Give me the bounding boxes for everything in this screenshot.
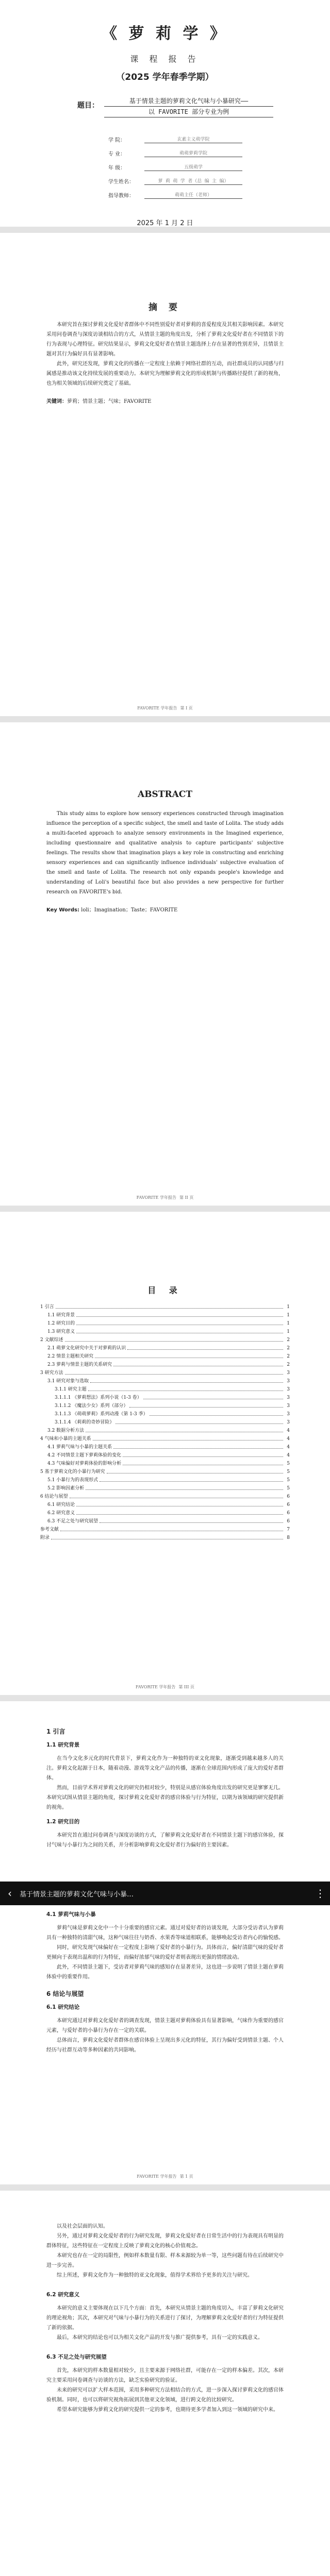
info-row [108, 174, 242, 185]
cover-date: 2025 年 1 月 2 日 [137, 219, 193, 227]
toc-dots [76, 1509, 283, 1515]
toc-item-title: 1.1 研究背景 [47, 1313, 75, 1318]
toc-item[interactable] [40, 1427, 290, 1435]
toc-item-title: 5 基于萝莉文化的小暴行为研究 [40, 1469, 105, 1475]
toc-item-title: 6 结论与展望 [40, 1494, 68, 1499]
toc-item-title: 6.1 研究结论 [47, 1502, 75, 1507]
toc-item-title: 1.2 研究目的 [47, 1321, 75, 1326]
info-row [108, 160, 242, 171]
toc-item[interactable] [40, 1476, 290, 1484]
toc-item-page: 1 [287, 1304, 290, 1310]
body-para: 另外，通过对萝莉文化爱好者的行为研究发现，萝莉文化爱好者在日常生活中的行为表现具有明显的群体特征，这些特征在一定程度上反映了萝莉文化的核心价值观念。 [46, 2233, 284, 2249]
toc-item-title: 2.1 萌萝文化研究中关于对萝莉的认识 [47, 1346, 126, 1351]
toc-item-page: 3 [287, 1412, 290, 1417]
abstract-cn-para: 此外，研究还发现，萝莉文化的传播在一定程度上依赖于网络社群的互动，而社群成员的认同感与归属感是推动该文化持续发展的重要动力。本研究为理解萝莉文化的形成机制与传播路径提供了新的视角，也为相关领域的后续研究奠定了基础。 [46, 361, 284, 386]
toc-item-title: 参考文献 [40, 1527, 59, 1532]
toc-item-page: 3 [287, 1370, 290, 1376]
info-row [108, 146, 242, 157]
toc-item-title: 3.1.1 研究主题 [55, 1387, 87, 1392]
topic-line-2: 以 FAVORITE 部分专业为例 [148, 108, 229, 115]
info-value: 萝 莉 萌 学 者（总 编 主 编） [144, 177, 242, 185]
toc-dots [76, 1501, 283, 1506]
toc-item-page: 4 [287, 1436, 290, 1442]
toc-dots [113, 1443, 283, 1449]
footer-right: 第 I 页 [180, 706, 193, 710]
toc-list [40, 1303, 290, 1542]
toc-item[interactable] [40, 1517, 290, 1526]
info-label: 学生姓名： [108, 179, 134, 185]
abstract-en-page [0, 722, 330, 1206]
toc-item-title: 5.2 影响因素分析 [47, 1486, 85, 1491]
toc-item-page: 5 [287, 1469, 290, 1475]
toc-item-page: 5 [287, 1486, 290, 1491]
toc-item[interactable] [40, 1303, 290, 1311]
body-para: 本研究通过对萝莉文化爱好者的调查发现，情景主题对萝莉体验具有显著影响，气味作为重要的感官元素，与爱好者的小暴行为存在一定的关联。 [46, 2018, 284, 2033]
subsection-heading: 4.1 萝莉气味与小暴 [46, 1911, 96, 1918]
toc-dots [76, 1319, 283, 1325]
toc-item-title: 4.1 萝莉气味与小暴的主题关系 [47, 1445, 112, 1450]
toc-item-page: 5 [287, 1478, 290, 1483]
page-footer [0, 705, 330, 711]
toc-dots [88, 1385, 283, 1391]
toc-item-page: 4 [287, 1453, 290, 1458]
toc-item-title: 3.2 数据分析方法 [47, 1428, 85, 1433]
toc-item-page: 2 [287, 1354, 290, 1359]
toc-item[interactable] [40, 1328, 290, 1336]
toc-dots [51, 1534, 283, 1539]
info-row [108, 188, 242, 199]
toc-item[interactable] [40, 1460, 290, 1468]
toc-item[interactable] [40, 1336, 290, 1344]
cover-term: （2025 学年春季学期） [116, 72, 214, 82]
toc-item-title: 4 气味和小暴的主题关系 [40, 1436, 91, 1442]
page-footer [0, 1684, 330, 1690]
topic-block [77, 96, 273, 117]
body-para: 本研究旨在通过问卷调查与深度访谈的方式，了解萝莉文化爱好者在不同情景主题下的感官体验，探讨气味与小暴行为之间的关系，并分析影响萝莉文化爱好者行为偏好的主要因素。 [46, 1833, 284, 1848]
toc-item-title: 6.3 不足之处与研究展望 [47, 1519, 98, 1524]
toc-item-page: 3 [287, 1403, 290, 1409]
toc-item-title: 1.3 研究意义 [47, 1329, 75, 1334]
toc-item-title: 4.2 不同情景主题下萝莉体验的变化 [47, 1453, 122, 1458]
toc-dots [60, 1526, 283, 1531]
footer-right: 第 III 页 [178, 1685, 194, 1689]
toc-dots [86, 1484, 283, 1490]
body-para: 本研究的意义主要体现在以下几个方面：首先，本研究从情景主题的角度切入，丰富了萝莉文化研究的理论视角；其次，本研究对气味与小暴行为的关系进行了探讨，为理解萝莉文化爱好者的行为特征提供了新的依据。 [46, 2306, 284, 2331]
toc-item-page: 2 [287, 1362, 290, 1367]
body-para: 以及社会层面的认知。 [57, 2224, 108, 2229]
toc-item-title: 6.2 研究意义 [47, 1511, 75, 1516]
toc-item-title: 1 引言 [40, 1304, 54, 1310]
toc-item[interactable] [40, 1435, 290, 1443]
toc-item[interactable] [40, 1493, 290, 1501]
keywords-value: loli；Imagination；Taste；FAVORITE [81, 907, 178, 913]
abstract-en-keywords [46, 905, 284, 913]
abstract-en-heading: ABSTRACT [138, 789, 192, 800]
toc-dots [93, 1435, 283, 1440]
abstract-cn-keywords [46, 397, 284, 404]
toc-dots [65, 1369, 283, 1375]
toc-item-page: 3 [287, 1420, 290, 1425]
keywords-value: 萝莉；情景主题；气味；FAVORITE [67, 399, 152, 404]
info-label: 年 级： [108, 165, 126, 171]
body-para: 总体而言，萝莉文化爱好者群体在感官体验上呈现出多元化的特征，其行为偏好受到情景主题、个人经历与社群互动等多种因素的共同影响。 [46, 2038, 284, 2053]
subsection-heading: 1.2 研究目的 [46, 1819, 80, 1825]
toc-item-title: 3 研究方法 [40, 1370, 63, 1376]
body-para: 希望本研究能够为萝莉文化的研究提供一定的参考，也期待更多学者加入到这一领域的研究中来。 [57, 2407, 278, 2413]
toc-item[interactable] [40, 1311, 290, 1319]
toc-item-title: 5.1 小暴行为的表现形式 [47, 1478, 98, 1483]
toc-item[interactable] [40, 1534, 290, 1542]
footer-right: 第 II 页 [179, 1195, 194, 1200]
toc-item-page: 1 [287, 1313, 290, 1318]
toc-dots [95, 1352, 283, 1358]
toc-item[interactable] [40, 1526, 290, 1534]
toc-dots [129, 1402, 283, 1408]
info-value: 萌萌萝莉学院 [144, 149, 242, 157]
page-footer [0, 2174, 330, 2179]
toc-item-title: 3.1.1.2 《魔法少女》系列（部分） [55, 1403, 128, 1409]
toc-heading: 目 录 [147, 1285, 183, 1295]
toc-dots [143, 1394, 283, 1399]
toc-item-page: 8 [287, 1535, 290, 1540]
abstract-cn-page [0, 233, 330, 716]
toc-item[interactable] [40, 1377, 290, 1385]
toc-item[interactable] [40, 1443, 290, 1451]
body-para: 本研究也存在一定的局限性，例如样本数量有限、样本来源较为单一等，这些问题有待在后续研究中进一步完善。 [46, 2253, 284, 2268]
more-icon[interactable]: ⋮ [315, 1887, 325, 1900]
topic-box [104, 96, 273, 117]
toc-item-page: 6 [287, 1494, 290, 1499]
body-para: 同时，研究发现气味偏好在一定程度上影响了爱好者的小暴行为。具体而言，偏好清甜气味的爱好者更倾向于表现出温和的行为特征，而偏好浓郁气味的爱好者则表现出更强的情绪波动。 [46, 1945, 284, 1960]
toc-dots [127, 1344, 283, 1350]
toc-item[interactable] [40, 1319, 290, 1328]
toc-item[interactable] [40, 1410, 290, 1418]
toc-item[interactable] [40, 1402, 290, 1410]
footer-left: FAVORITE 学年报告 [136, 1685, 176, 1689]
topic-label: 题目： [77, 101, 99, 110]
body-para: 综上所述，萝莉文化作为一种独特的亚文化现象，值得学术界给予更多的关注与研究。 [57, 2273, 253, 2278]
toc-dots [107, 1468, 283, 1473]
cover-subtitle: 课 程 报 告 [130, 54, 200, 64]
abstract-en-para: This study aims to explore how sensory experiences constructed through imagination influence the perception of a specific subject, the smell and taste of Lolita. The study adds a multi-faceted approach to analyze sensory environments in the Imagined experience, including questionnaire and qualitative analysis to capture participants' subjective feelings. The results show that imagination plays a key role in constructing and enriching sensory experiences and can significantly influence individuals' subjective evaluation of the smell and taste of Lolita. The research not only expands people's knowledge and understanding of Loli's beautiful face but also provides a new perspective for further research on FAVORITE's bid. [46, 811, 284, 895]
toc-item-page: 4 [287, 1428, 290, 1433]
toc-item[interactable] [40, 1451, 290, 1460]
toc-item[interactable] [40, 1352, 290, 1361]
page-footer [0, 1195, 330, 1200]
subsection-heading: 1.1 研究背景 [46, 1742, 80, 1748]
toc-item-page: 3 [287, 1379, 290, 1384]
toc-dots [116, 1418, 283, 1424]
body-para: 在当今文化多元化的时代背景下，萝莉文化作为一种独特的亚文化现象，逐渐受到越来越多人的关注。萝莉文化起源于日本，随着动漫、游戏等文化产品的传播，逐渐在全球范围内形成了庞大的爱好者群体。 [46, 1756, 284, 1781]
toc-page [0, 1212, 330, 1695]
cover-page [0, 0, 330, 227]
toc-item-title: 3.1 研究对象与选取 [47, 1379, 89, 1384]
toc-dots [86, 1427, 283, 1432]
subsection-heading: 6.2 研究意义 [46, 2292, 80, 2298]
toc-item[interactable] [40, 1344, 290, 1352]
toc-item-page: 3 [287, 1387, 290, 1392]
section-heading: 1 引言 [46, 1728, 65, 1735]
info-value: 玄素主义萌学院 [144, 135, 242, 143]
toc-dots [70, 1493, 283, 1498]
info-table [108, 132, 242, 199]
info-label: 指导教师： [108, 193, 134, 199]
abstract-cn-heading: 摘 要 [148, 302, 182, 313]
info-value: 五级萌学 [144, 163, 242, 171]
toc-dots [100, 1517, 283, 1523]
toc-item-page: 3 [287, 1395, 290, 1400]
toc-dots [76, 1328, 283, 1333]
video-player-bar[interactable] [0, 1882, 330, 1905]
toc-item-title: 3.1.1.4 《莉莉的奇妙冒险》 [55, 1420, 114, 1425]
toc-item-page: 2 [287, 1337, 290, 1343]
info-value: 萌萌主任（老师） [144, 191, 242, 199]
toc-item[interactable] [40, 1394, 290, 1402]
toc-dots [76, 1311, 283, 1317]
toc-item-page: 2 [287, 1346, 290, 1351]
toc-dots [123, 1451, 283, 1457]
info-label: 学 院： [108, 138, 126, 143]
abstract-cn-para: 本研究旨在探讨萝莉文化爱好者群体中不同性别爱好者对萝莉的喜爱程度及其相关影响因素。本研究采用问卷调查与深度访谈相结合的方式，从情景主题的角度出发，分析了萝莉文化爱好者在不同情景下的行为表现与心理特征。研究结果显示，萝莉文化爱好者在情景主题选择上存在显著的性别差异，且情景主题对其行为偏好具有显著影响。 [46, 322, 284, 357]
keywords-label: 关键词： [46, 399, 67, 404]
toc-item[interactable] [40, 1501, 290, 1509]
toc-item-page: 7 [287, 1527, 290, 1532]
toc-item-page: 5 [287, 1461, 290, 1466]
toc-dots [65, 1336, 283, 1342]
back-arrow-icon[interactable]: ‹ [8, 1887, 12, 1900]
body-para: 然而，目前学术界对萝莉文化的研究仍相对较少，特别是从感官体验角度出发的研究更是寥寥无几。本研究试图从情景主题的角度，探讨萝莉文化爱好者的感官体验与行为特征，以期为该领域的研究提供新的视角。 [46, 1785, 284, 1810]
video-title: 基于情景主题的萝莉文化气味与小暴… [20, 1890, 134, 1899]
toc-item-title: 3.1.1.1 《萝莉想法》系列小说（1-3 卷） [55, 1395, 142, 1400]
toc-item-page: 6 [287, 1502, 290, 1507]
info-label: 专 业： [108, 151, 126, 157]
toc-dots [150, 1410, 283, 1416]
info-row [108, 132, 242, 143]
toc-item[interactable] [40, 1468, 290, 1476]
toc-item-page: 4 [287, 1445, 290, 1450]
toc-item-title: 2.2 情景主题相关研究 [47, 1354, 94, 1359]
body-para: 未来的研究可以扩大样本范围，采用多种研究方法相结合的方式，进一步深入探讨萝莉文化的感官体验机制。同时，也可以将研究视角拓展到其他亚文化领域，进行跨文化的比较研究。 [46, 2387, 284, 2403]
footer-left: FAVORITE 学年报告 [137, 2174, 177, 2179]
body-para: 首先，本研究的样本数量相对较少，且主要来源于网络社群，可能存在一定的样本偏差。其次，本研究主要采用问卷调查与访谈的方法，缺乏实验研究的验证。 [46, 2368, 284, 2383]
toc-item[interactable] [40, 1509, 290, 1517]
toc-item-title: 2.3 萝莉与情景主题的关系研究 [47, 1362, 112, 1367]
footer-right: 第 1 页 [179, 2174, 193, 2179]
toc-item[interactable] [40, 1418, 290, 1427]
toc-item-title: 2 文献综述 [40, 1337, 63, 1343]
toc-item-page: 6 [287, 1519, 290, 1524]
body-page-2 [0, 2191, 330, 2576]
topic-line-1: 基于情景主题的萝莉文化气味与小暴研究—— [104, 96, 273, 107]
toc-item-title: 4.3 气味偏好对萝莉体验的影响分析 [47, 1461, 122, 1466]
toc-item[interactable] [40, 1484, 290, 1493]
toc-item[interactable] [40, 1361, 290, 1369]
body-para: 此外，不同情景主题下，受访者对萝莉气味的感知存在显著差异，这也进一步说明了情景主题在萝莉体验中的重要作用。 [46, 1964, 284, 1980]
cover-title: 《 萝 莉 学 》 [102, 25, 228, 43]
toc-item-page: 1 [287, 1329, 290, 1334]
toc-item[interactable] [40, 1369, 290, 1377]
footer-left: FAVORITE 学年报告 [136, 1195, 176, 1200]
body-page-1 [0, 1701, 330, 2184]
subsection-heading: 6.3 不足之处与研究展望 [46, 2354, 107, 2360]
toc-dots [123, 1460, 283, 1465]
toc-item-title: 附录 [40, 1535, 50, 1540]
toc-item-title: 3.1.1.3 《萌萌萝莉》系列动漫（第 1-3 季） [55, 1412, 148, 1417]
toc-dots [90, 1377, 283, 1383]
body-para: 最后，本研究的结论也可以为相关文化产品的开发与推广提供参考，具有一定的实践意义。 [57, 2335, 263, 2341]
toc-item[interactable] [40, 1385, 290, 1394]
toc-dots [56, 1303, 283, 1309]
section-heading: 6 结论与展望 [46, 1990, 84, 1997]
subsection-heading: 6.1 研究结论 [46, 2004, 80, 2010]
body-para: 萝莉气味是萝莉文化中一个十分重要的感官元素。通过对爱好者的访谈发现，大部分受访者认为萝莉具有一种独特的清甜气味，这种气味往往与奶香、水果香等味道相联系，能够唤起受访者内心的愉悦感。 [46, 1925, 284, 1941]
toc-item-page: 1 [287, 1321, 290, 1326]
toc-dots [113, 1361, 283, 1366]
toc-item-page: 6 [287, 1511, 290, 1516]
toc-dots [100, 1476, 283, 1482]
keywords-label: Key Words: [46, 907, 79, 913]
footer-left: FAVORITE 学年报告 [137, 706, 177, 710]
